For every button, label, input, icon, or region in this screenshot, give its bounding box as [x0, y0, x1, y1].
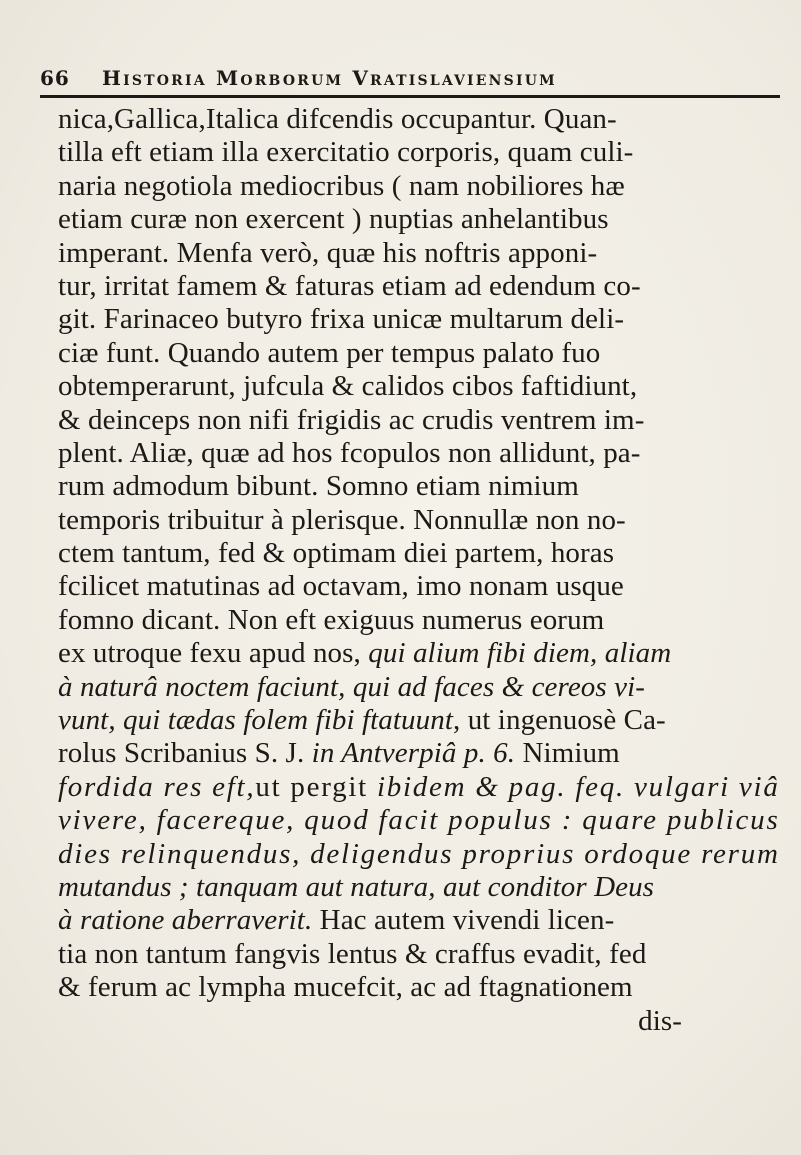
- page-number: 66: [40, 66, 70, 90]
- text-line: [58, 737, 794, 770]
- body-text: [58, 103, 794, 1038]
- text-run: ctem tantum, fed & optimam diei partem, horas: [58, 537, 615, 570]
- text-line: [58, 437, 794, 470]
- text-run: nica,Gallica,Italica difcendis occupantur. Quan-: [58, 103, 617, 135]
- text-line: [58, 871, 794, 904]
- text-line: [58, 370, 794, 403]
- text-line: [58, 303, 794, 336]
- text-run: tia non tantum fangvis lentus & craffus evadit, fed: [58, 937, 647, 970]
- text-line: [58, 470, 794, 503]
- text-run: Nimium: [515, 737, 620, 770]
- running-title: Historia Morborum Vratislaviensium: [102, 66, 557, 90]
- text-run: & deinceps non nifi frigidis ac crudis ventrem im-: [58, 403, 645, 436]
- text-run: plent. Aliæ, quæ ad hos fcopulos non allidunt, pa-: [58, 436, 641, 469]
- italic-text: vunt, qui tædas folem fibi ftatuunt: [58, 704, 453, 737]
- text-run: ut pergit: [255, 770, 377, 803]
- text-line: [58, 203, 794, 236]
- text-line: [58, 103, 794, 136]
- text-run: dis-: [638, 1004, 682, 1037]
- text-run: tur, irritat famem & faturas etiam ad edendum co-: [58, 269, 641, 302]
- text-line: [58, 537, 794, 570]
- italic-text: à ratione aberraverit.: [58, 904, 313, 937]
- text-run: , ut ingenuosè Ca-: [453, 704, 666, 737]
- text-run: fcilicet matutinas ad octavam, imo nonam usque: [58, 570, 624, 603]
- text-line: [58, 904, 794, 937]
- text-line: [58, 704, 794, 737]
- text-line: [58, 504, 794, 537]
- text-run: obtemperarunt, jufcula & calidos cibos faftidiunt,: [58, 370, 638, 403]
- text-run: etiam curæ non exercent ) nuptias anhelantibus: [58, 203, 609, 236]
- italic-text: fordida res eft,: [58, 770, 256, 803]
- text-run: naria negotiola mediocribus ( nam nobiliores hæ: [58, 169, 625, 202]
- text-line: [58, 771, 794, 804]
- italic-text: mutandus ; tanquam aut natura, aut conditor Deus: [58, 870, 655, 903]
- text-line: [58, 838, 794, 871]
- text-line: [58, 637, 794, 670]
- text-run: git. Farinaceo butyro frixa unicæ multarum deli-: [58, 303, 625, 336]
- header-rule: [40, 95, 780, 98]
- text-line: [58, 971, 794, 1004]
- text-line: [58, 671, 794, 704]
- text-line: [58, 136, 794, 169]
- text-line: [58, 404, 794, 437]
- text-line: [58, 170, 794, 203]
- text-line: [58, 570, 794, 603]
- text-run: temporis tribuitur à plerisque. Nonnullæ non no-: [58, 503, 626, 536]
- text-line: [58, 604, 794, 637]
- text-run: ex utroque fexu apud nos,: [58, 637, 369, 670]
- text-line: [58, 270, 794, 303]
- text-run: rolus Scribanius S. J.: [58, 737, 312, 770]
- text-run: Hac autem vivendi licen-: [312, 904, 615, 937]
- italic-text: dies relinquendus, deligendus proprius ordoque rerum: [58, 837, 780, 870]
- italic-text: qui alium fibi diem, aliam: [368, 637, 672, 670]
- page-header: [40, 66, 780, 96]
- italic-text: vivere, facereque, quod facit populus : quare publicus: [58, 804, 780, 837]
- text-line: [58, 1005, 794, 1038]
- text-run: fomno dicant. Non eft exiguus numerus eorum: [58, 603, 605, 636]
- italic-text: in Antverpiâ p. 6.: [311, 737, 516, 770]
- text-run: ciæ funt. Quando autem per tempus palato fuo: [58, 336, 601, 369]
- text-run: & ferum ac lympha mucefcit, ac ad ftagnationem: [58, 971, 633, 1004]
- text-run: imperant. Menfa verò, quæ his noftris apponi-: [58, 236, 598, 269]
- text-run: tilla eft etiam illa exercitatio corporis, quam culi-: [58, 136, 634, 169]
- text-line: [58, 804, 794, 837]
- text-line: [58, 237, 794, 270]
- italic-text: à naturâ noctem faciunt, qui ad faces & cereos vi-: [58, 670, 646, 703]
- text-line: [58, 938, 794, 971]
- text-run: rum admodum bibunt. Somno etiam nimium: [58, 470, 579, 503]
- text-line: [58, 337, 794, 370]
- italic-text: ibidem & pag. feq. vulgari viâ: [376, 770, 780, 803]
